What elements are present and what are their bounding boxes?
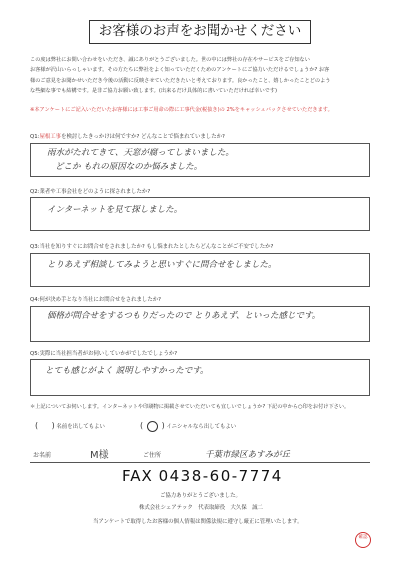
question-number: Q2: — [30, 189, 40, 195]
answer-1-line-1: 雨水がたれてきて、天窓が腐ってしまいました。 — [47, 148, 234, 158]
name-label: お名前 — [33, 452, 52, 459]
question-text: 業者や工事会社をどのように探されましたか? — [39, 189, 151, 195]
option-bracket-close: ) — [161, 421, 165, 430]
answer-1-line-2: どこか もれの原因なのか悩みました。 — [55, 162, 203, 172]
answer-4: 価格が問合せをするつもりだったので とりあえず、といった感じです。 — [47, 311, 321, 321]
intro-line: お客様が沢山いらっしゃいます。その方たちに弊社をよく知っていただくためのアンケートにご協力いただけるでしょうか? お客 — [30, 67, 330, 74]
question-number: Q5: — [30, 351, 40, 357]
question-number: Q3: — [30, 244, 40, 250]
option-bracket-open: ( — [140, 421, 144, 430]
selected-circle-icon — [147, 421, 158, 432]
intro-text — [30, 55, 375, 96]
fax-number: 0438-60-7774 — [158, 467, 283, 485]
question-text: 当社を知りすぐにお問合せをされましたか? もし悩まれたとしたらどんなことがご不安でしたか? — [39, 244, 274, 250]
address-underline — [140, 462, 370, 463]
fax-label: FAX — [122, 467, 153, 485]
question-number: Q4: — [30, 297, 40, 303]
question-2 — [30, 188, 150, 196]
publication-consent-note: ＊上記についてお伺いします。インターネットや印刷物に掲載させていただいても宜しいでしょうか? 下記の中から○印をお付け下さい。 — [30, 404, 350, 410]
intro-line: な些細な事でも結構です。是非ご協力お願い致します。(出来るだけ具体的に書いていただければ幸いです) — [30, 87, 278, 94]
name-value[interactable]: M様 — [90, 450, 109, 461]
address-label: ご住所 — [143, 452, 162, 459]
name-underline — [30, 462, 140, 463]
question-text: 実際に当社担当者がお伺いしていかがでしたでしょうか? — [39, 351, 178, 357]
question-4 — [30, 296, 161, 304]
answer-3: とりあえず相談してみようと思いすぐに問合せをしました。 — [47, 260, 277, 270]
option-bracket-open: ( — [35, 421, 39, 430]
answer-2: インターネットを見て探しました。 — [47, 205, 183, 215]
question-text: を検討したきっかけは何ですか? どんなことで悩まれていましたか? — [61, 134, 225, 140]
intro-line: 様のご意見をお聞かせいただき今後の活動に反映させていただきたいと考えております。良かったこと、嬉しかったことどのよう — [30, 77, 331, 84]
confirmation-stamp: 確認 — [355, 532, 371, 548]
consent-option-initial[interactable] — [140, 421, 236, 432]
intro-line: この度は弊社にお問い合わせをいただき、誠にありがとうございました。世の中には弊社の存在やサービスをご存知ない — [30, 57, 310, 63]
question-3 — [30, 243, 273, 251]
question-5 — [30, 350, 177, 358]
cashback-notice: ※本アンケートにご記入いただいたお客様には工事ご用命の際に工事代金(税抜き)の 2%をキャッシュバックさせていただきます。 — [30, 107, 333, 113]
address-value[interactable]: 千葉市緑区あすみが丘 — [205, 450, 291, 460]
consent-option-name-label: 名前を出してもよい — [56, 424, 105, 430]
fax-line — [122, 467, 283, 485]
thanks-text: ご協力ありがとうございました。 — [160, 493, 241, 499]
page-title: お客様のお声をお聞かせください — [89, 20, 311, 44]
consent-option-name[interactable] — [35, 421, 105, 430]
question-text: 何が決め手となり当社にお問合せをされましたか? — [39, 297, 161, 303]
consent-option-initial-label: イニシャルなら出してもよい — [166, 424, 237, 430]
company-text: 株式会社シェアテック 代表取締役 大久保 誠二 — [139, 505, 263, 511]
answer-5: とても感じがよく 説明しやすかったです。 — [45, 366, 209, 376]
question-number: Q1: — [30, 134, 40, 140]
privacy-text: 当アンケートで取得したお客様の個人情報は関係法規に遵守し厳正に管理いたします。 — [93, 519, 303, 525]
option-bracket-close: ) — [51, 421, 55, 430]
question-highlight: 屋根工事 — [39, 134, 62, 140]
question-1 — [30, 133, 225, 141]
